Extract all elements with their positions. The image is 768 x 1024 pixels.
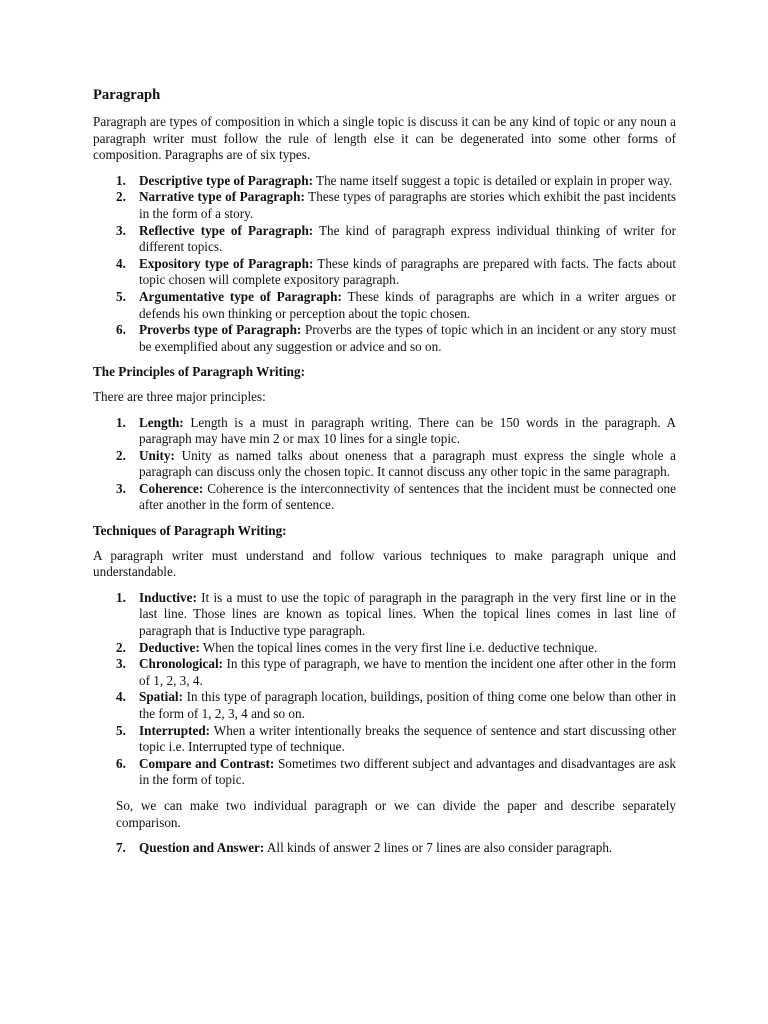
item-number: 7. [116, 840, 126, 856]
item-term: Narrative type of Paragraph: [139, 189, 305, 205]
item-term: Coherence: [139, 480, 204, 496]
item-number: 6. [116, 755, 126, 771]
list-item [93, 481, 676, 514]
item-term: Question and Answer: [139, 840, 265, 856]
item-term: Unity: [139, 447, 175, 463]
list-item [93, 723, 676, 756]
item-text: Sometimes two different subject and advantages and disadvantages are ask in the form of topic. [139, 755, 677, 788]
item-number: 5. [116, 288, 126, 304]
list-item [93, 590, 676, 640]
item-text: When the topical lines comes in the very first line i.e. deductive technique. [202, 639, 598, 655]
item-text: These types of paragraphs are stories which exhibit the past incidents in the form of a story. [139, 189, 676, 221]
item-term: Proverbs type of Paragraph: [139, 322, 302, 338]
item-term: Interrupted: [139, 722, 211, 738]
item-text: The name itself suggest a topic is detailed or explain in proper way. [316, 172, 673, 188]
item-text: When a writer intentionally breaks the sequence of sentence and start discussing other topic i.e. Interrupted type of technique. [139, 722, 676, 755]
item-text: These kinds of paragraphs are prepared with facts. The facts about topic chosen will complete expository paragraph. [139, 255, 677, 288]
list-item [93, 189, 676, 222]
item-term: Length: [139, 414, 184, 430]
item-text: Proverbs are the types of topic which in an incident or any story must be exemplified about any suggestion or advice and so on. [139, 322, 677, 354]
item-term: Reflective type of Paragraph: [139, 222, 314, 238]
item-number: 4. [116, 255, 126, 271]
item-number: 4. [116, 689, 126, 705]
item-number: 2. [116, 189, 126, 205]
item-text: It is a must to use the topic of paragraph in the paragraph in the very first line or in the last line. Those lines are known as topical lines. When the topical lines comes in last line of paragraph that is Inductive type paragraph. [139, 589, 676, 639]
list-item [93, 656, 676, 689]
item-term: Inductive: [139, 589, 197, 605]
document-title: Paragraph [93, 87, 161, 103]
list-item [93, 322, 676, 355]
item-term: Argumentative type of Paragraph: [139, 288, 342, 304]
item-text: Coherence is the interconnectivity of sentences that the incident must be connected one after another in the form of sentence. [139, 480, 677, 513]
principles-intro: There are three major principles: [93, 388, 266, 404]
item-number: 5. [116, 722, 126, 738]
list-item [93, 173, 676, 190]
list-item [93, 840, 676, 857]
principles-list [93, 415, 676, 515]
item-term: Chronological: [139, 656, 224, 672]
paragraph-types-list [93, 173, 676, 356]
techniques-extra-list [93, 840, 676, 857]
item-text: These kinds of paragraphs are which in a writer argues or defends his own thinking or perception about the topic chosen. [139, 288, 676, 321]
item-number: 3. [116, 656, 126, 672]
item-number: 3. [116, 480, 126, 496]
techniques-note: So, we can make two individual paragraph or we can divide the paper and describe separately comparison. [116, 797, 676, 830]
item-number: 1. [116, 589, 126, 605]
item-term: Descriptive type of Paragraph: [139, 172, 313, 188]
item-text: Length is a must in paragraph writing. There can be 150 words in the paragraph. A paragraph may have min 2 or max 10 lines for a single topic. [139, 414, 677, 447]
list-item [93, 289, 676, 322]
item-term: Deductive: [139, 639, 200, 655]
item-text: The kind of paragraph express individual thinking of writer for different topics. [139, 222, 676, 255]
techniques-intro: A paragraph writer must understand and follow various techniques to make paragraph unique and understandable. [93, 547, 676, 580]
list-item [93, 448, 676, 481]
item-term: Expository type of Paragraph: [139, 255, 314, 271]
principles-heading: The Principles of Paragraph Writing: [93, 364, 305, 380]
item-number: 1. [116, 172, 126, 188]
list-item [93, 223, 676, 256]
item-text: In this type of paragraph location, buildings, position of thing come one below than other in the form of 1, 2, 3, 4 and so on. [139, 689, 677, 721]
item-text: In this type of paragraph, we have to mention the incident one after other in the form of 1, 2, 3, 4. [139, 656, 676, 688]
intro-paragraph: Paragraph are types of composition in which a single topic is discuss it can be any kind of topic or any noun a paragraph writer must follow the rule of length else it can be degenerated into some other forms of composition. Paragraphs are of six types. [93, 114, 676, 163]
techniques-heading: Techniques of Paragraph Writing: [93, 523, 287, 539]
list-item [93, 256, 676, 289]
techniques-list [93, 590, 676, 789]
list-item [93, 640, 676, 657]
list-item [93, 415, 676, 448]
item-term: Spatial: [139, 689, 183, 705]
item-number: 1. [116, 414, 126, 430]
item-number: 2. [116, 447, 126, 463]
item-number: 6. [116, 322, 126, 338]
item-text: Unity as named talks about oneness that a paragraph must express the single whole a paragraph can discuss only the chosen topic. It cannot discuss any other topic in the same paragraph. [139, 447, 677, 480]
item-term: Compare and Contrast: [139, 755, 275, 771]
list-item [93, 689, 676, 722]
list-item [93, 756, 676, 789]
item-text: All kinds of answer 2 lines or 7 lines are also consider paragraph. [266, 840, 613, 856]
item-number: 3. [116, 222, 126, 238]
item-number: 2. [116, 639, 126, 655]
